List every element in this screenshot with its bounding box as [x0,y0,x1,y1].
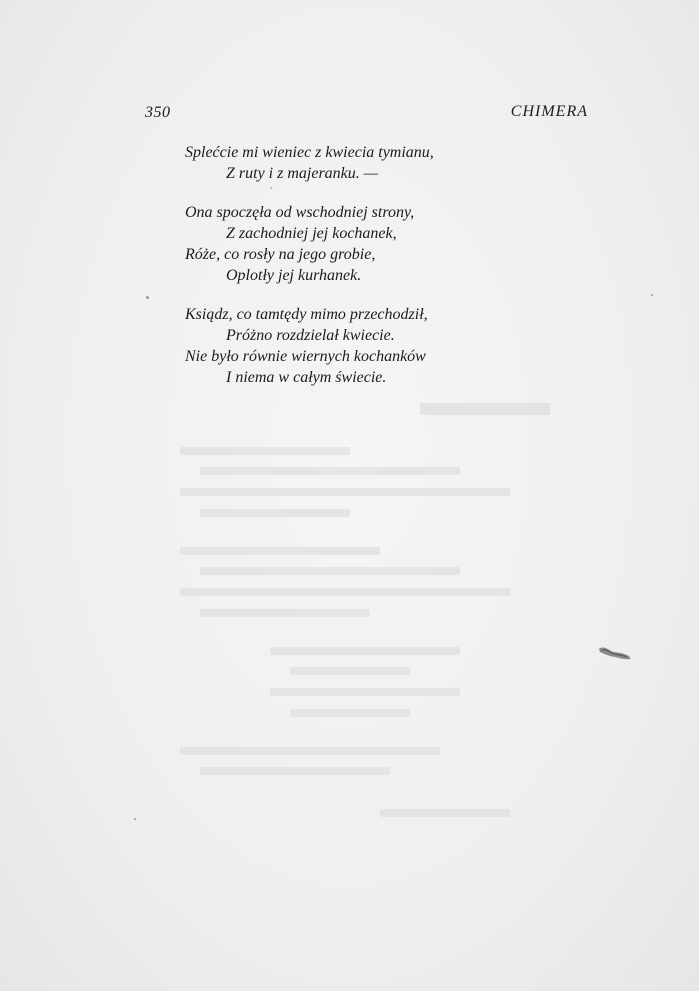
poem-line: Z zachodniej jej kochanek, [226,225,397,242]
running-head: CHIMERA [510,103,588,120]
poem-line: Próżno rozdzielał kwiecie. [226,327,395,344]
poem-line: Ksiądz, co tamtędy mimo przechodził, [185,306,428,323]
stanza [185,304,545,388]
poem-line: Ona spoczęła od wschodniej strony, [185,204,415,221]
poem-line: Róże, co rosły na jego grobie, [185,246,376,263]
poem-line: Oplotły jej kurhanek. [226,267,362,284]
page-number: 350 [145,104,171,121]
poem-line: Z ruty i z majeranku. — [226,165,378,182]
poem-line: Nie było równie wiernych kochanków [185,348,426,365]
bleed-through-text [180,395,560,825]
stanza [185,142,545,184]
paper-speck [270,187,272,189]
poem [185,142,545,406]
poem-line: I niema w całym świecie. [226,369,387,386]
ink-stain [598,645,632,661]
poem-line: Splećcie mi wieniec z kwiecia tymianu, [185,144,434,161]
paper-speck [146,296,149,299]
stanza [185,202,545,286]
paper-speck [651,294,653,296]
paper-speck [134,818,136,820]
